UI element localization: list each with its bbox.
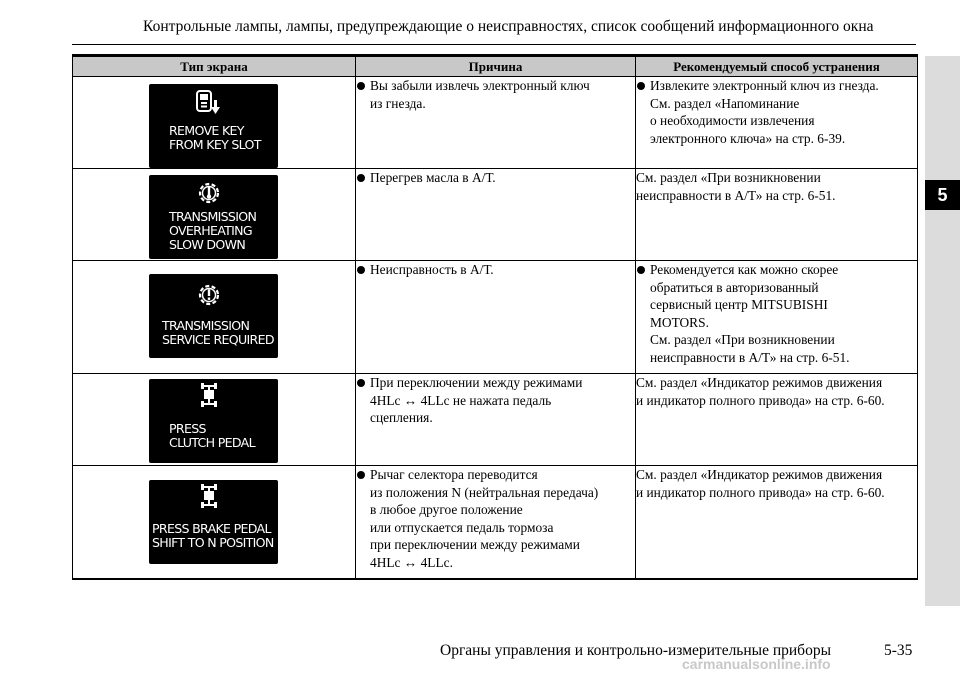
cause-cell [356, 77, 636, 169]
4wd-drivetrain-icon [195, 482, 223, 510]
transmission-warning-icon [195, 281, 223, 309]
chapter-tab: 5 [925, 180, 960, 210]
table-row [73, 466, 918, 579]
header-remedy: Рекомендуемый способ устранения [636, 56, 918, 77]
cause-cell [356, 169, 636, 261]
screen-type-cell [73, 374, 356, 466]
remedy-cell [636, 261, 918, 374]
table-row [73, 261, 918, 374]
screen-message: TRANSMISSION OVERHEATING SLOW DOWN [169, 209, 257, 252]
table-row [73, 374, 918, 466]
remedy-text: См. раздел «При возникновении неисправности в А/Т» на стр. 6-51. [636, 170, 836, 203]
screen-type-cell [73, 261, 356, 374]
cause-cell [356, 466, 636, 579]
screen-message: PRESS BRAKE PEDAL SHIFT TO N POSITION [152, 521, 274, 550]
cause-cell [356, 374, 636, 466]
cause-text: Перегрев масла в А/Т. [356, 169, 635, 187]
remedy-text: См. раздел «Индикатор режимов движения и индикатор полного привода» на стр. 6-60. [636, 375, 885, 408]
key-remove-icon [195, 90, 223, 118]
table-header-row [73, 56, 918, 77]
header-screen-type: Тип экрана [73, 56, 356, 77]
remedy-cell [636, 374, 918, 466]
screen-message: REMOVE KEY FROM KEY SLOT [169, 123, 261, 152]
cause-cell [356, 261, 636, 374]
messages-table [72, 54, 918, 580]
display-screen [149, 84, 278, 168]
remedy-cell [636, 77, 918, 169]
table-row [73, 169, 918, 261]
remedy-cell [636, 169, 918, 261]
screen-type-cell [73, 466, 356, 579]
page-footer-section: Органы управления и контрольно-измерительные приборы [440, 642, 831, 659]
cause-text: При переключении между режимами 4HLc ↔ 4LLc не нажата педаль сцепления. [356, 374, 635, 427]
transmission-temp-icon [195, 179, 223, 207]
remedy-cell [636, 466, 918, 579]
display-screen [149, 480, 278, 564]
table-row [73, 77, 918, 169]
cause-text: Неисправность в А/Т. [356, 261, 635, 279]
chapter-side-bar [925, 56, 960, 606]
display-screen [149, 379, 278, 463]
header-rule [72, 44, 916, 45]
screen-type-cell [73, 77, 356, 169]
page-number: 5-35 [884, 642, 913, 659]
screen-message: TRANSMISSION SERVICE REQUIRED [162, 318, 274, 347]
display-screen [149, 274, 278, 358]
cause-text: Рычаг селектора переводится из положения N (нейтральная передача) в любое другое положение или отпускается педаль тормоза при переключении между режимами 4HLc ↔ 4LLc. [356, 466, 635, 571]
header-cause: Причина [356, 56, 636, 77]
remedy-text: Рекомендуется как можно скорее обратиться в авторизованный сервисный центр MITSUBISHI MOTORS. См. раздел «При возникновении неисправности в А/Т» на стр. 6-51. [636, 261, 917, 366]
screen-message: PRESS CLUTCH PEDAL [169, 421, 255, 450]
display-screen [149, 175, 278, 259]
screen-type-cell [73, 169, 356, 261]
watermark: carmanualsonline.info [682, 656, 831, 672]
page-header: Контрольные лампы, лампы, предупреждающие о неисправностях, список сообщений информационного окна [143, 18, 874, 35]
remedy-text: Извлеките электронный ключ из гнезда. См. раздел «Напоминание о необходимости извлечения электронного ключа» на стр. 6-39. [636, 77, 917, 147]
cause-text: Вы забыли извлечь электронный ключ из гнезда. [356, 77, 635, 112]
remedy-text: См. раздел «Индикатор режимов движения и индикатор полного привода» на стр. 6-60. [636, 467, 885, 500]
4wd-drivetrain-icon [195, 381, 223, 409]
